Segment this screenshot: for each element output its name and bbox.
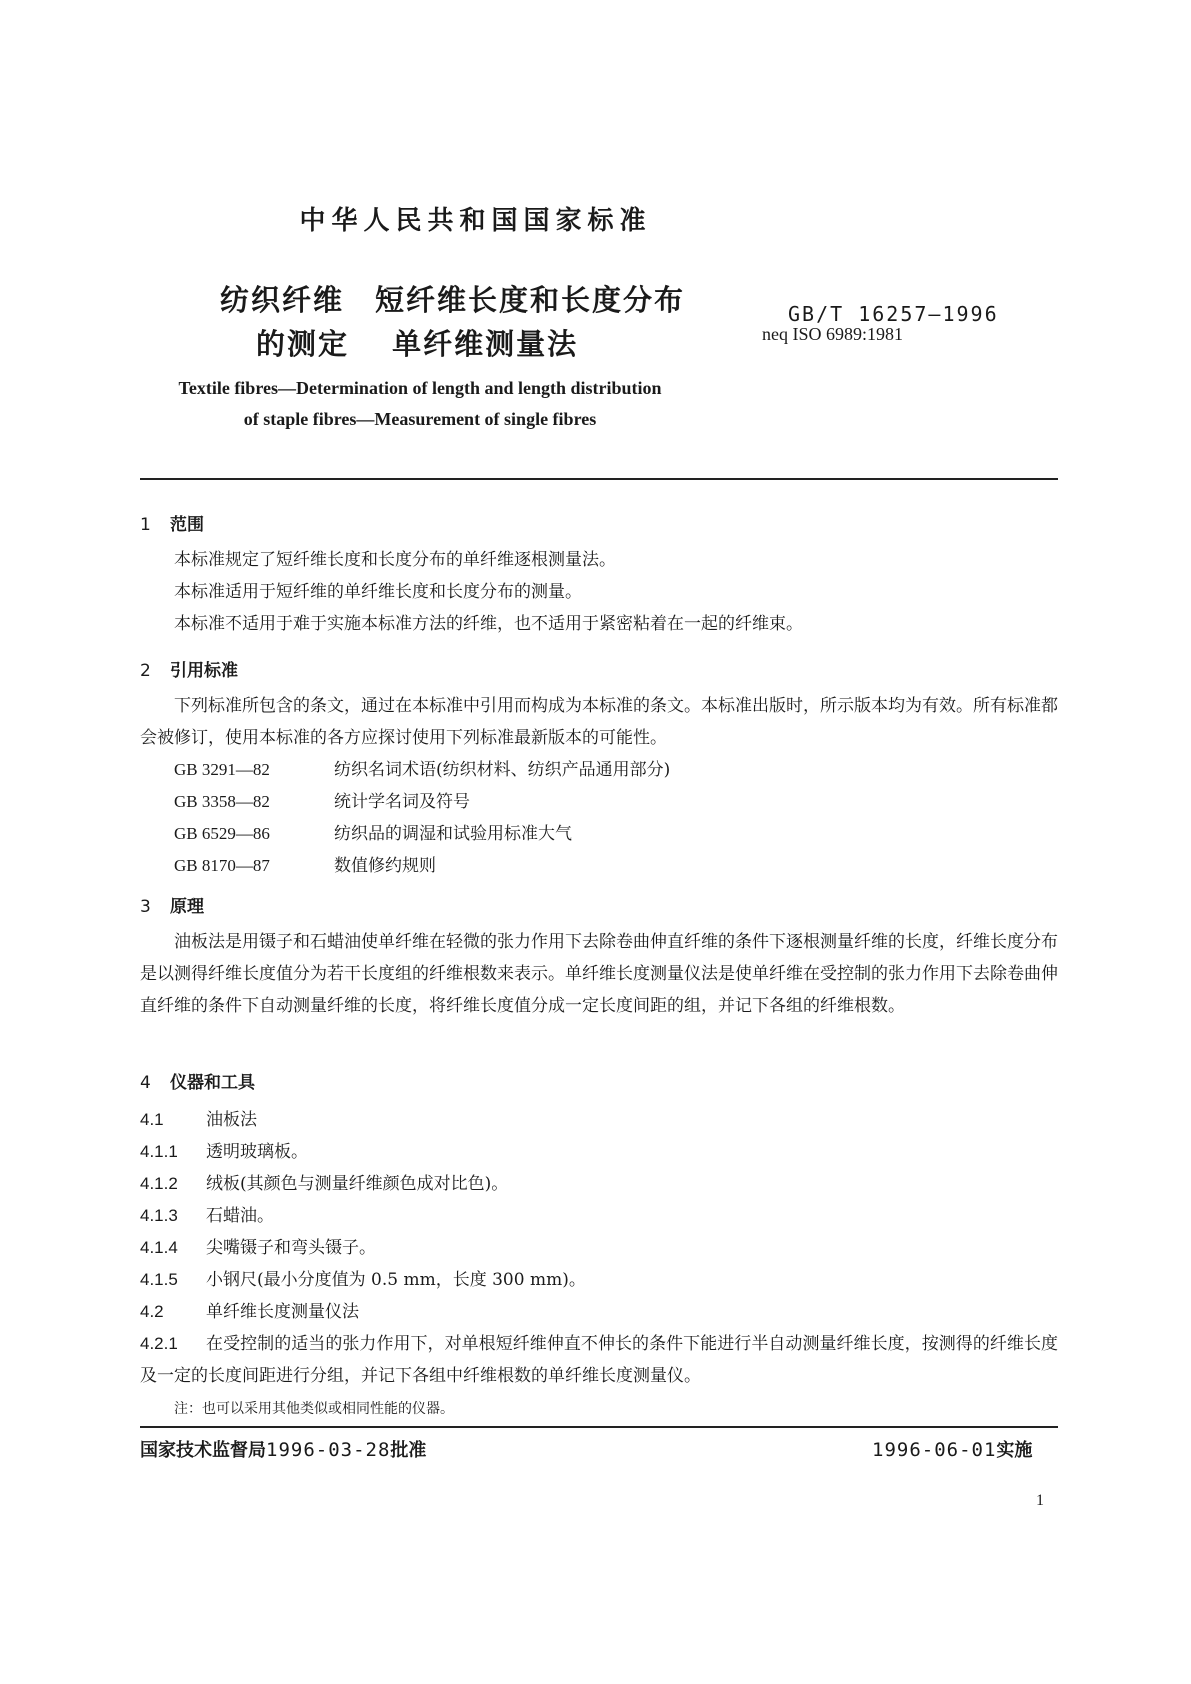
reference-item: GB 3291—82 纺织名词术语(纺织材料、纺织产品通用部分) (174, 760, 671, 780)
instrument-item: 4.1.1 透明玻璃板。 (140, 1142, 308, 1162)
instrument-item-4-2-1: 4.2.1 在受控制的适当的张力作用下，对单根短纤维伸直不伸长的条件下能进行半自动测量纤维长度，按测得的纤维长度及一定的长度间距进行分组，并记下各组中纤维根数的单纤维长度测量仪。 (140, 1334, 1058, 1386)
reference-item: GB 8170—87 数值修约规则 (174, 856, 436, 876)
section-1-heading: 1 范围 (140, 515, 204, 535)
section-1-line-2: 本标准适用于短纤维的单纤维长度和长度分布的测量。 (174, 582, 582, 602)
approval-line: 国家技术监督局1996-03-28批准 (140, 1439, 427, 1461)
section-2-heading: 2 引用标准 (140, 661, 238, 681)
page-number: 1 (1036, 1492, 1044, 1509)
reference-item: GB 3358—82 统计学名词及符号 (174, 792, 470, 812)
note: 注：也可以采用其他类似或相同性能的仪器。 (174, 1401, 454, 1417)
effective-line: 1996-06-01实施 (872, 1439, 1033, 1461)
title-en-line1: Textile fibres—Determination of length and length distribution (178, 378, 662, 398)
title-cn-line1: 纺织纤维 短纤维长度和长度分布 (220, 283, 686, 317)
section-4-heading: 4 仪器和工具 (140, 1073, 255, 1093)
instrument-item: 4.1.4 尖嘴镊子和弯头镊子。 (140, 1238, 376, 1258)
section-2-intro: 下列标准所包含的条文，通过在本标准中引用而构成为本标准的条文。本标准出版时，所示版本均为有效。所有标准都会被修订，使用本标准的各方应探讨使用下列标准最新版本的可能性。 (140, 696, 1058, 748)
instrument-item: 4.1.3 石蜡油。 (140, 1206, 274, 1226)
section-1-line-1: 本标准规定了短纤维长度和长度分布的单纤维逐根测量法。 (174, 550, 616, 570)
instrument-item: 4.1.5 小钢尺(最小分度值为 0.5 mm，长度 300 mm)。 (140, 1270, 586, 1290)
section-3-heading: 3 原理 (140, 897, 204, 917)
standard-number: GB/T 16257—1996 (788, 302, 999, 326)
instrument-item: 4.1.2 绒板(其颜色与测量纤维颜色成对比色)。 (140, 1174, 509, 1194)
title-cn-line2: 的测定 单纤维测量法 (256, 327, 579, 361)
header-divider (140, 478, 1058, 480)
section-3-text: 油板法是用镊子和石蜡油使单纤维在轻微的张力作用下去除卷曲伸直纤维的条件下逐根测量纤维的长度，纤维长度分布是以测得纤维长度值分为若干长度组的纤维根数来表示。单纤维长度测量仪法是使单纤维在受控制的张力作用下去除卷曲伸直纤维的条件下自动测量纤维的长度，将纤维长度值分成一定长度间距的组，并记下各组的纤维根数。 (140, 932, 1058, 1016)
footer-divider (140, 1426, 1058, 1428)
instrument-item: 4.2 单纤维长度测量仪法 (140, 1302, 359, 1322)
section-1-line-3: 本标准不适用于难于实施本标准方法的纤维，也不适用于紧密粘着在一起的纤维束。 (174, 614, 803, 634)
instrument-item: 4.1 油板法 (140, 1110, 257, 1130)
national-standard-heading: 中华人民共和国国家标准 (299, 206, 652, 236)
iso-equivalence: neq ISO 6989:1981 (762, 324, 903, 344)
title-en-line2: of staple fibres—Measurement of single fibres (243, 409, 597, 429)
reference-item: GB 6529—86 纺织品的调湿和试验用标准大气 (174, 824, 572, 844)
